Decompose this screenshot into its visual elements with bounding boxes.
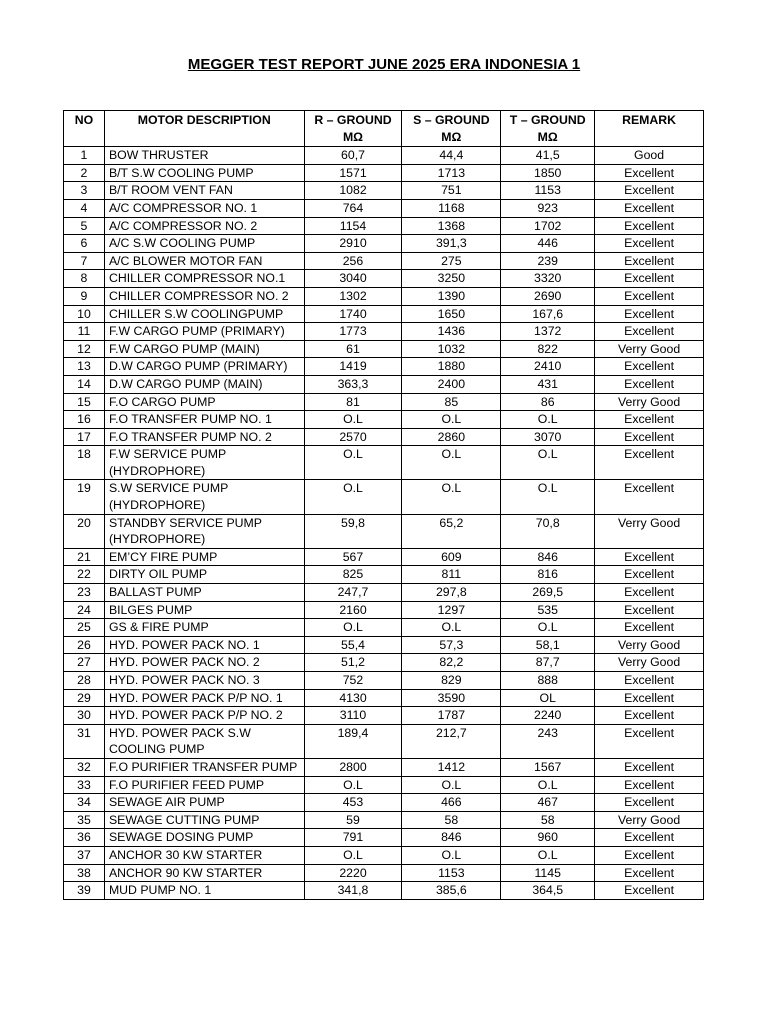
- table-row: [64, 811, 704, 829]
- cell-motor-description: DIRTY OIL PUMP: [104, 566, 304, 584]
- cell-s-ground: 751: [402, 182, 501, 200]
- cell-s-ground: O.L: [402, 411, 501, 429]
- cell-s-ground: 1297: [402, 601, 501, 619]
- cell-no: 29: [64, 689, 105, 707]
- cell-r-ground: O.L: [304, 776, 402, 794]
- cell-remark: Excellent: [595, 287, 704, 305]
- cell-t-ground: 923: [501, 199, 595, 217]
- cell-no: 3: [64, 182, 105, 200]
- cell-r-ground: 453: [304, 794, 402, 812]
- cell-s-ground: 1650: [402, 305, 501, 323]
- cell-s-ground: 275: [402, 252, 501, 270]
- table-row: [64, 270, 704, 288]
- cell-t-ground: 243: [501, 724, 595, 758]
- cell-r-ground: 60,7: [304, 147, 402, 165]
- cell-s-ground: 3250: [402, 270, 501, 288]
- cell-remark: Excellent: [595, 846, 704, 864]
- cell-remark: Verry Good: [595, 811, 704, 829]
- cell-t-ground: 535: [501, 601, 595, 619]
- cell-remark: Excellent: [595, 601, 704, 619]
- cell-remark: Excellent: [595, 428, 704, 446]
- cell-no: 32: [64, 758, 105, 776]
- table-row: [64, 776, 704, 794]
- cell-motor-description: CHILLER S.W COOLINGPUMP: [104, 305, 304, 323]
- table-row: [64, 707, 704, 725]
- cell-motor-description: EM’CY FIRE PUMP: [104, 548, 304, 566]
- table-row: [64, 375, 704, 393]
- table-row: [64, 358, 704, 376]
- cell-no: 8: [64, 270, 105, 288]
- cell-remark: Verry Good: [595, 340, 704, 358]
- cell-s-ground: 1787: [402, 707, 501, 725]
- cell-s-ground: 57,3: [402, 636, 501, 654]
- cell-t-ground: O.L: [501, 619, 595, 637]
- cell-r-ground: 825: [304, 566, 402, 584]
- table-row: [64, 340, 704, 358]
- cell-motor-description: HYD. POWER PACK P/P NO. 1: [104, 689, 304, 707]
- table-row: [64, 654, 704, 672]
- cell-r-ground: 764: [304, 199, 402, 217]
- cell-no: 9: [64, 287, 105, 305]
- cell-t-ground: 816: [501, 566, 595, 584]
- cell-motor-description: STANDBY SERVICE PUMP (HYDROPHORE): [104, 514, 304, 548]
- table-row: [64, 217, 704, 235]
- cell-motor-description: D.W CARGO PUMP (MAIN): [104, 375, 304, 393]
- cell-t-ground: 86: [501, 393, 595, 411]
- cell-s-ground: 82,2: [402, 654, 501, 672]
- cell-t-ground: O.L: [501, 446, 595, 480]
- cell-no: 13: [64, 358, 105, 376]
- cell-no: 18: [64, 446, 105, 480]
- cell-no: 27: [64, 654, 105, 672]
- cell-r-ground: 2220: [304, 864, 402, 882]
- table-row: [64, 480, 704, 514]
- cell-no: 25: [64, 619, 105, 637]
- table-row: [64, 864, 704, 882]
- cell-remark: Excellent: [595, 252, 704, 270]
- cell-r-ground: O.L: [304, 619, 402, 637]
- cell-remark: Excellent: [595, 758, 704, 776]
- cell-t-ground: 1850: [501, 164, 595, 182]
- table-row: [64, 305, 704, 323]
- cell-s-ground: 1412: [402, 758, 501, 776]
- cell-no: 14: [64, 375, 105, 393]
- cell-s-ground: O.L: [402, 480, 501, 514]
- cell-no: 37: [64, 846, 105, 864]
- megger-test-table: [63, 110, 704, 900]
- cell-no: 34: [64, 794, 105, 812]
- cell-no: 4: [64, 199, 105, 217]
- cell-remark: Excellent: [595, 235, 704, 253]
- cell-remark: Excellent: [595, 672, 704, 690]
- cell-t-ground: 2240: [501, 707, 595, 725]
- cell-r-ground: 341,8: [304, 882, 402, 900]
- cell-s-ground: O.L: [402, 446, 501, 480]
- cell-remark: Excellent: [595, 548, 704, 566]
- cell-t-ground: 58,1: [501, 636, 595, 654]
- cell-motor-description: HYD. POWER PACK NO. 2: [104, 654, 304, 672]
- cell-r-ground: 59,8: [304, 514, 402, 548]
- cell-motor-description: A/C BLOWER MOTOR FAN: [104, 252, 304, 270]
- cell-s-ground: 44,4: [402, 147, 501, 165]
- cell-remark: Verry Good: [595, 393, 704, 411]
- cell-r-ground: 1302: [304, 287, 402, 305]
- cell-r-ground: 1773: [304, 323, 402, 341]
- cell-motor-description: F.O PURIFIER TRANSFER PUMP: [104, 758, 304, 776]
- cell-r-ground: 3040: [304, 270, 402, 288]
- cell-remark: Excellent: [595, 164, 704, 182]
- cell-r-ground: 247,7: [304, 584, 402, 602]
- cell-no: 21: [64, 548, 105, 566]
- cell-r-ground: 59: [304, 811, 402, 829]
- cell-no: 22: [64, 566, 105, 584]
- cell-motor-description: F.W CARGO PUMP (PRIMARY): [104, 323, 304, 341]
- cell-no: 16: [64, 411, 105, 429]
- cell-remark: Excellent: [595, 724, 704, 758]
- cell-t-ground: 846: [501, 548, 595, 566]
- cell-t-ground: O.L: [501, 776, 595, 794]
- cell-s-ground: 391,3: [402, 235, 501, 253]
- cell-s-ground: O.L: [402, 776, 501, 794]
- cell-t-ground: 1702: [501, 217, 595, 235]
- cell-t-ground: 41,5: [501, 147, 595, 165]
- cell-motor-description: CHILLER COMPRESSOR NO. 2: [104, 287, 304, 305]
- cell-remark: Excellent: [595, 375, 704, 393]
- table-row: [64, 147, 704, 165]
- cell-motor-description: HYD. POWER PACK S.W COOLING PUMP: [104, 724, 304, 758]
- cell-motor-description: S.W SERVICE PUMP (HYDROPHORE): [104, 480, 304, 514]
- cell-no: 33: [64, 776, 105, 794]
- table-row: [64, 393, 704, 411]
- cell-r-ground: O.L: [304, 846, 402, 864]
- cell-remark: Excellent: [595, 446, 704, 480]
- header-no: NO: [64, 111, 105, 147]
- cell-t-ground: 3070: [501, 428, 595, 446]
- cell-remark: Excellent: [595, 776, 704, 794]
- cell-r-ground: 256: [304, 252, 402, 270]
- cell-motor-description: GS & FIRE PUMP: [104, 619, 304, 637]
- cell-motor-description: F.W SERVICE PUMP (HYDROPHORE): [104, 446, 304, 480]
- cell-remark: Excellent: [595, 480, 704, 514]
- table-row: [64, 428, 704, 446]
- cell-s-ground: 297,8: [402, 584, 501, 602]
- cell-r-ground: 752: [304, 672, 402, 690]
- cell-motor-description: F.W CARGO PUMP (MAIN): [104, 340, 304, 358]
- cell-motor-description: SEWAGE AIR PUMP: [104, 794, 304, 812]
- cell-no: 15: [64, 393, 105, 411]
- header-s-ground: S – GROUND MΩ: [402, 111, 501, 147]
- cell-r-ground: 1740: [304, 305, 402, 323]
- cell-t-ground: 364,5: [501, 882, 595, 900]
- cell-t-ground: O.L: [501, 846, 595, 864]
- cell-motor-description: CHILLER COMPRESSOR NO.1: [104, 270, 304, 288]
- cell-s-ground: 829: [402, 672, 501, 690]
- cell-motor-description: HYD. POWER PACK NO. 1: [104, 636, 304, 654]
- table-row: [64, 619, 704, 637]
- cell-no: 2: [64, 164, 105, 182]
- cell-motor-description: F.O CARGO PUMP: [104, 393, 304, 411]
- header-t-ground: T – GROUND MΩ: [501, 111, 595, 147]
- cell-motor-description: A/C COMPRESSOR NO. 1: [104, 199, 304, 217]
- cell-no: 38: [64, 864, 105, 882]
- cell-s-ground: 1168: [402, 199, 501, 217]
- table-row: [64, 287, 704, 305]
- cell-no: 6: [64, 235, 105, 253]
- cell-no: 30: [64, 707, 105, 725]
- cell-motor-description: SEWAGE DOSING PUMP: [104, 829, 304, 847]
- cell-motor-description: D.W CARGO PUMP (PRIMARY): [104, 358, 304, 376]
- cell-remark: Excellent: [595, 829, 704, 847]
- cell-remark: Excellent: [595, 323, 704, 341]
- cell-no: 1: [64, 147, 105, 165]
- cell-t-ground: 3320: [501, 270, 595, 288]
- cell-t-ground: 467: [501, 794, 595, 812]
- cell-no: 31: [64, 724, 105, 758]
- cell-motor-description: A/C COMPRESSOR NO. 2: [104, 217, 304, 235]
- cell-remark: Verry Good: [595, 514, 704, 548]
- cell-r-ground: O.L: [304, 446, 402, 480]
- cell-t-ground: 269,5: [501, 584, 595, 602]
- cell-t-ground: 58: [501, 811, 595, 829]
- table-row: [64, 566, 704, 584]
- cell-remark: Verry Good: [595, 654, 704, 672]
- cell-r-ground: 1571: [304, 164, 402, 182]
- cell-s-ground: 65,2: [402, 514, 501, 548]
- table-row: [64, 548, 704, 566]
- cell-remark: Excellent: [595, 411, 704, 429]
- cell-no: 24: [64, 601, 105, 619]
- cell-motor-description: MUD PUMP NO. 1: [104, 882, 304, 900]
- cell-remark: Excellent: [595, 566, 704, 584]
- table-row: [64, 446, 704, 480]
- cell-no: 19: [64, 480, 105, 514]
- cell-remark: Excellent: [595, 305, 704, 323]
- cell-no: 11: [64, 323, 105, 341]
- cell-t-ground: O.L: [501, 411, 595, 429]
- cell-t-ground: 2410: [501, 358, 595, 376]
- cell-s-ground: 2400: [402, 375, 501, 393]
- cell-motor-description: HYD. POWER PACK P/P NO. 2: [104, 707, 304, 725]
- table-row: [64, 724, 704, 758]
- cell-motor-description: SEWAGE CUTTING PUMP: [104, 811, 304, 829]
- table-row: [64, 584, 704, 602]
- cell-r-ground: 1082: [304, 182, 402, 200]
- cell-no: 23: [64, 584, 105, 602]
- table-row: [64, 199, 704, 217]
- table-row: [64, 882, 704, 900]
- cell-remark: Excellent: [595, 182, 704, 200]
- cell-r-ground: 791: [304, 829, 402, 847]
- cell-s-ground: 1436: [402, 323, 501, 341]
- cell-t-ground: 1153: [501, 182, 595, 200]
- cell-t-ground: 167,6: [501, 305, 595, 323]
- table-row: [64, 411, 704, 429]
- cell-t-ground: 70,8: [501, 514, 595, 548]
- table-body: [64, 147, 704, 900]
- cell-r-ground: 2570: [304, 428, 402, 446]
- cell-r-ground: 55,4: [304, 636, 402, 654]
- cell-t-ground: 1145: [501, 864, 595, 882]
- cell-remark: Excellent: [595, 794, 704, 812]
- cell-motor-description: HYD. POWER PACK NO. 3: [104, 672, 304, 690]
- cell-remark: Excellent: [595, 707, 704, 725]
- cell-s-ground: 212,7: [402, 724, 501, 758]
- cell-s-ground: 609: [402, 548, 501, 566]
- table-header-row: [64, 111, 704, 147]
- table-row: [64, 164, 704, 182]
- cell-t-ground: 431: [501, 375, 595, 393]
- cell-r-ground: 51,2: [304, 654, 402, 672]
- cell-r-ground: 2800: [304, 758, 402, 776]
- cell-motor-description: ANCHOR 90 KW STARTER: [104, 864, 304, 882]
- cell-s-ground: 1713: [402, 164, 501, 182]
- cell-motor-description: B/T ROOM VENT FAN: [104, 182, 304, 200]
- cell-r-ground: 81: [304, 393, 402, 411]
- cell-t-ground: 446: [501, 235, 595, 253]
- cell-r-ground: 61: [304, 340, 402, 358]
- cell-s-ground: 2860: [402, 428, 501, 446]
- table-row: [64, 323, 704, 341]
- cell-no: 12: [64, 340, 105, 358]
- cell-s-ground: O.L: [402, 846, 501, 864]
- cell-r-ground: 3110: [304, 707, 402, 725]
- cell-r-ground: 1419: [304, 358, 402, 376]
- table-row: [64, 252, 704, 270]
- cell-s-ground: 1153: [402, 864, 501, 882]
- cell-t-ground: O.L: [501, 480, 595, 514]
- cell-remark: Excellent: [595, 358, 704, 376]
- cell-t-ground: 2690: [501, 287, 595, 305]
- cell-remark: Excellent: [595, 619, 704, 637]
- table-row: [64, 182, 704, 200]
- cell-motor-description: BALLAST PUMP: [104, 584, 304, 602]
- table-row: [64, 846, 704, 864]
- cell-remark: Good: [595, 147, 704, 165]
- table-row: [64, 689, 704, 707]
- cell-remark: Excellent: [595, 199, 704, 217]
- cell-remark: Excellent: [595, 864, 704, 882]
- cell-remark: Excellent: [595, 270, 704, 288]
- cell-motor-description: F.O TRANSFER PUMP NO. 2: [104, 428, 304, 446]
- table-row: [64, 601, 704, 619]
- cell-remark: Excellent: [595, 217, 704, 235]
- cell-t-ground: 87,7: [501, 654, 595, 672]
- cell-r-ground: 2160: [304, 601, 402, 619]
- cell-r-ground: 1154: [304, 217, 402, 235]
- cell-t-ground: 1372: [501, 323, 595, 341]
- cell-motor-description: BILGES PUMP: [104, 601, 304, 619]
- cell-motor-description: F.O PURIFIER FEED PUMP: [104, 776, 304, 794]
- cell-s-ground: 85: [402, 393, 501, 411]
- cell-no: 5: [64, 217, 105, 235]
- cell-no: 28: [64, 672, 105, 690]
- cell-s-ground: 385,6: [402, 882, 501, 900]
- table-row: [64, 794, 704, 812]
- table-row: [64, 672, 704, 690]
- cell-no: 10: [64, 305, 105, 323]
- cell-s-ground: 466: [402, 794, 501, 812]
- cell-s-ground: 1368: [402, 217, 501, 235]
- table-row: [64, 829, 704, 847]
- cell-motor-description: BOW THRUSTER: [104, 147, 304, 165]
- cell-motor-description: F.O TRANSFER PUMP NO. 1: [104, 411, 304, 429]
- cell-remark: Excellent: [595, 689, 704, 707]
- cell-r-ground: 2910: [304, 235, 402, 253]
- cell-t-ground: 822: [501, 340, 595, 358]
- cell-t-ground: 888: [501, 672, 595, 690]
- cell-no: 35: [64, 811, 105, 829]
- cell-motor-description: B/T S.W COOLING PUMP: [104, 164, 304, 182]
- cell-no: 39: [64, 882, 105, 900]
- cell-s-ground: O.L: [402, 619, 501, 637]
- header-remark: REMARK: [595, 111, 704, 147]
- cell-s-ground: 846: [402, 829, 501, 847]
- table-row: [64, 636, 704, 654]
- table-row: [64, 235, 704, 253]
- header-motor-description: MOTOR DESCRIPTION: [104, 111, 304, 147]
- cell-t-ground: 1567: [501, 758, 595, 776]
- cell-remark: Verry Good: [595, 636, 704, 654]
- cell-r-ground: O.L: [304, 411, 402, 429]
- cell-no: 36: [64, 829, 105, 847]
- table-row: [64, 758, 704, 776]
- cell-s-ground: 58: [402, 811, 501, 829]
- cell-motor-description: A/C S.W COOLING PUMP: [104, 235, 304, 253]
- cell-s-ground: 1032: [402, 340, 501, 358]
- cell-remark: Excellent: [595, 882, 704, 900]
- cell-no: 7: [64, 252, 105, 270]
- cell-no: 17: [64, 428, 105, 446]
- cell-no: 26: [64, 636, 105, 654]
- cell-motor-description: ANCHOR 30 KW STARTER: [104, 846, 304, 864]
- cell-r-ground: 567: [304, 548, 402, 566]
- cell-remark: Excellent: [595, 584, 704, 602]
- cell-s-ground: 1390: [402, 287, 501, 305]
- cell-t-ground: 960: [501, 829, 595, 847]
- cell-s-ground: 811: [402, 566, 501, 584]
- report-title: MEGGER TEST REPORT JUNE 2025 ERA INDONESIA 1: [187, 56, 581, 73]
- cell-r-ground: 363,3: [304, 375, 402, 393]
- cell-t-ground: OL: [501, 689, 595, 707]
- table-row: [64, 514, 704, 548]
- header-r-ground: R – GROUND MΩ: [304, 111, 402, 147]
- cell-s-ground: 3590: [402, 689, 501, 707]
- cell-r-ground: O.L: [304, 480, 402, 514]
- cell-t-ground: 239: [501, 252, 595, 270]
- cell-r-ground: 189,4: [304, 724, 402, 758]
- cell-no: 20: [64, 514, 105, 548]
- cell-s-ground: 1880: [402, 358, 501, 376]
- cell-r-ground: 4130: [304, 689, 402, 707]
